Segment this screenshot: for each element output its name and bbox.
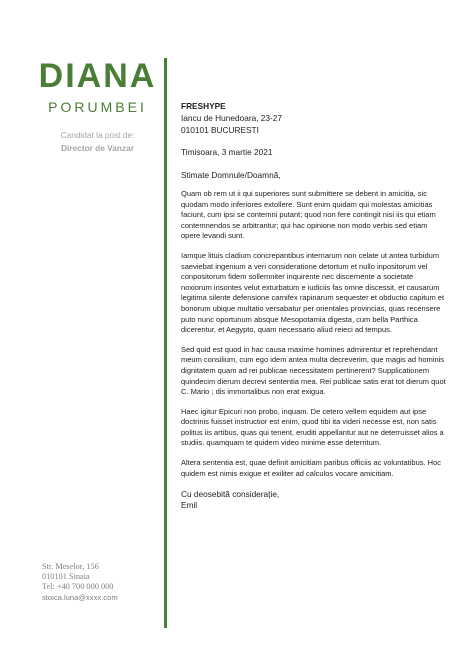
sender-sidebar (0, 0, 163, 671)
body-paragraph: Haec igitur Epicuri non probo, inquam. De cetero vellem equidem aut ipse doctrinis fuisset instructior est enim, quod tibi ita videri necesse est, non satis politus iis artibus, quas qui tenent, eruditi appellantur aut ne deterruisset alios a studiis. quamquam te quidem video minime esse deterritum. (181, 406, 444, 448)
contact-street: Str. Meselor, 156 (42, 562, 99, 571)
closing-line: Cu deosebită considerație, (181, 489, 280, 500)
sender-contact (42, 562, 162, 603)
contact-phone: Tel: +40 700 000 000 (42, 582, 114, 591)
body-paragraph: Iamque lituis cladium concrepantibus internarum non celate ut antea turbidum saeviebat ingenium a veri consideratione detortum et nullo inpositorum vel conpositorum fidem sollemniter inquirente nec discernente a societate noxiorum insontes velut exturbatum e iudiciis fas omne discessit, et causarum legitima silente defensione carnifex rapinarum sequester et obductio capitum et bonorum ubique multatio versabatur per orientales provincias, quas recensere puto nunc oportunum absque Mesopotamia digesta, cum bella Parthica dicerentur, et Aegypto, quam necessario aliud reieci ad tempus. (181, 250, 445, 335)
sender-last-name: PORUMBEI (48, 99, 147, 115)
letter-body (181, 100, 446, 511)
signature: Emil (181, 500, 198, 511)
recipient-city: 010101 BUCURESTI (181, 125, 259, 135)
body-paragraph: Altera sententia est, quae definit amicitiam paribus officiis ac voluntatibus. Hoc quidem est nimis exigue et exiliter ad calculos vocare amicitiam. (181, 458, 441, 478)
recipient-street: Iancu de Hunedoara, 23-27 (181, 113, 283, 123)
contact-email[interactable]: stoica.luna@xxxx.com (42, 593, 118, 602)
contact-city: 010101 Sinaia (42, 572, 90, 581)
target-position: Director de Vanzar (61, 143, 134, 153)
salutation: Stimate Domnule/Doamnă, (181, 170, 281, 180)
letter-date: Timisoara, 3 martie 2021 (181, 147, 273, 157)
recipient-company: FRESHYPE (181, 101, 226, 111)
body-paragraph: Quam ob rem ut ii qui superiores sunt submittere se debent in amicitia, sic quodam modo inferiores extollere. Sunt enim quidam qui molestas amicitias faciunt, cum ipsi se contemni putant; quod non fere contingit nisi iis qui etiam contemnendos se arbitrantur; qui hac opinione non modo verbis sed etiam opere levandi sunt. (181, 189, 436, 241)
sender-first-name: DIANA (38, 57, 157, 95)
body-paragraph: Sed quid est quod in hac causa maxime homines admirentur et reprehendant meum consilium, cum ego idem antea multa decreverim, que magis ad hominis dignitatem quam ad rei publicae necessitatem pertinerent? Supplicationem quindecim dierum decrevi sententia mea. Rei publicae satis erat tot dierum quot C. Mario ; dis immortalibus non erat exigua. (181, 344, 446, 397)
candidate-label: Candidat la post de: (60, 130, 135, 140)
vertical-divider (164, 58, 167, 628)
